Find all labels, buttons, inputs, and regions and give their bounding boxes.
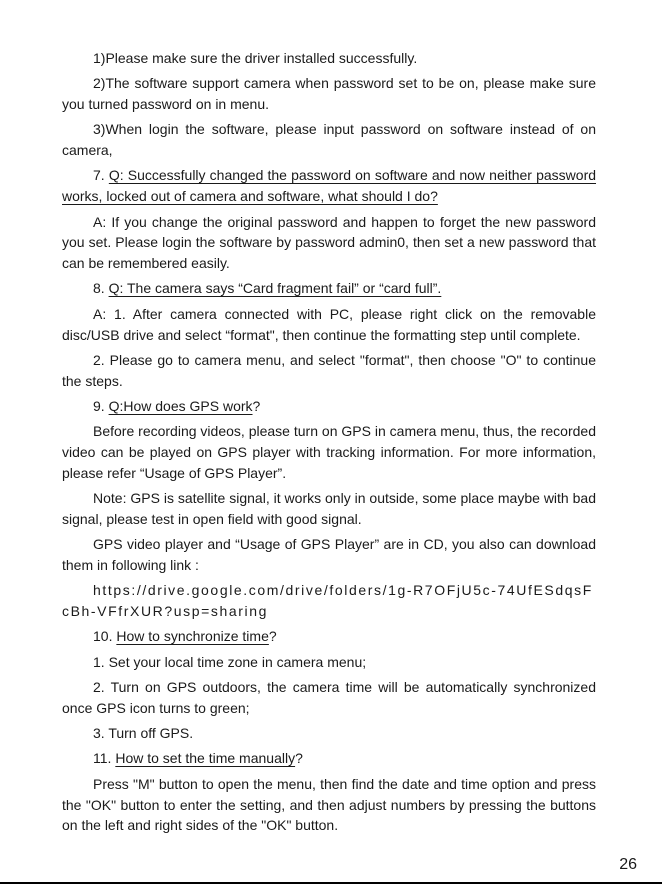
question-8-number: 8. (93, 280, 105, 297)
answer-7: A: If you change the original password and happen to forget the new password you set. Please login the software by password admin0, then set a new password that can be remembered easily. (62, 213, 596, 272)
answer-8-step-1: A: 1. After camera connected with PC, please right click on the removable disc/USB drive and select “format", then continue the formatting step until complete. (62, 305, 596, 343)
document-body (62, 48, 596, 841)
answer-9-download: GPS video player and “Usage of GPS Player” are in CD, you also can download them in following link : (62, 536, 596, 574)
question-7-number: 7. (93, 167, 105, 184)
question-7-text: Q: Successfully changed the password on software and now neither password works, locked out of camera and software, what should I do? (62, 167, 597, 205)
question-9-number: 9. (93, 397, 105, 414)
answer-9-note: Note: GPS is satellite signal, it works only in outside, some place maybe with bad signal, please test in open field with good signal. (62, 490, 596, 527)
bottom-divider (0, 882, 662, 884)
answer-11: Press "M" button to open the menu, then find the date and time option and press the "OK" button to enter the setting, and then adjust numbers by pressing the buttons on the left and right sides of the "OK" button. (62, 775, 596, 834)
step-1-driver: 1)Please make sure the driver installed successfully. (93, 50, 418, 66)
page-number: 26 (619, 856, 637, 873)
answer-10-step-1: 1. Set your local time zone in camera menu; (93, 653, 367, 670)
question-8-text: Q: The camera says “Card fragment fail” or “card full”. (108, 280, 442, 297)
step-3-login-software: 3)When login the software, please input password on software instead of on camera, (62, 121, 596, 159)
answer-9-recording: Before recording videos, please turn on GPS in camera menu, thus, the recorded video can be played on GPS player with tracking information. For more information, please refer “Usage of GPS Player”. (62, 423, 596, 481)
answer-10-step-3: 3. Turn off GPS. (93, 725, 194, 742)
question-10-number: 10. (93, 628, 113, 645)
question-9-mark: ? (252, 397, 261, 414)
question-10 (62, 626, 596, 651)
question-11 (62, 748, 596, 773)
question-9 (62, 396, 596, 421)
question-11-text: How to set the time manually (115, 750, 296, 767)
question-7 (62, 165, 596, 211)
question-10-mark: ? (268, 628, 277, 645)
question-11-number: 11. (93, 750, 112, 767)
answer-8-step-2: 2. Please go to camera menu, and select "format", then choose "O" to continue the steps. (62, 351, 596, 389)
question-8 (62, 278, 596, 303)
answer-10-step-2: 2. Turn on GPS outdoors, the camera time will be automatically synchronized once GPS icon turns to green; (62, 679, 596, 716)
question-9-text: Q:How does GPS work (108, 397, 253, 414)
step-2-password-menu: 2)The software support camera when password set to be on, please make sure you turned password on in menu. (62, 75, 596, 113)
question-11-mark: ? (295, 750, 303, 767)
gps-player-download-link: https://drive.google.com/drive/folders/1g-R7OFjU5c-74UfESdqsFcBh-VFfrXUR?usp=sharing (62, 582, 593, 620)
question-10-text: How to synchronize time (116, 628, 269, 645)
